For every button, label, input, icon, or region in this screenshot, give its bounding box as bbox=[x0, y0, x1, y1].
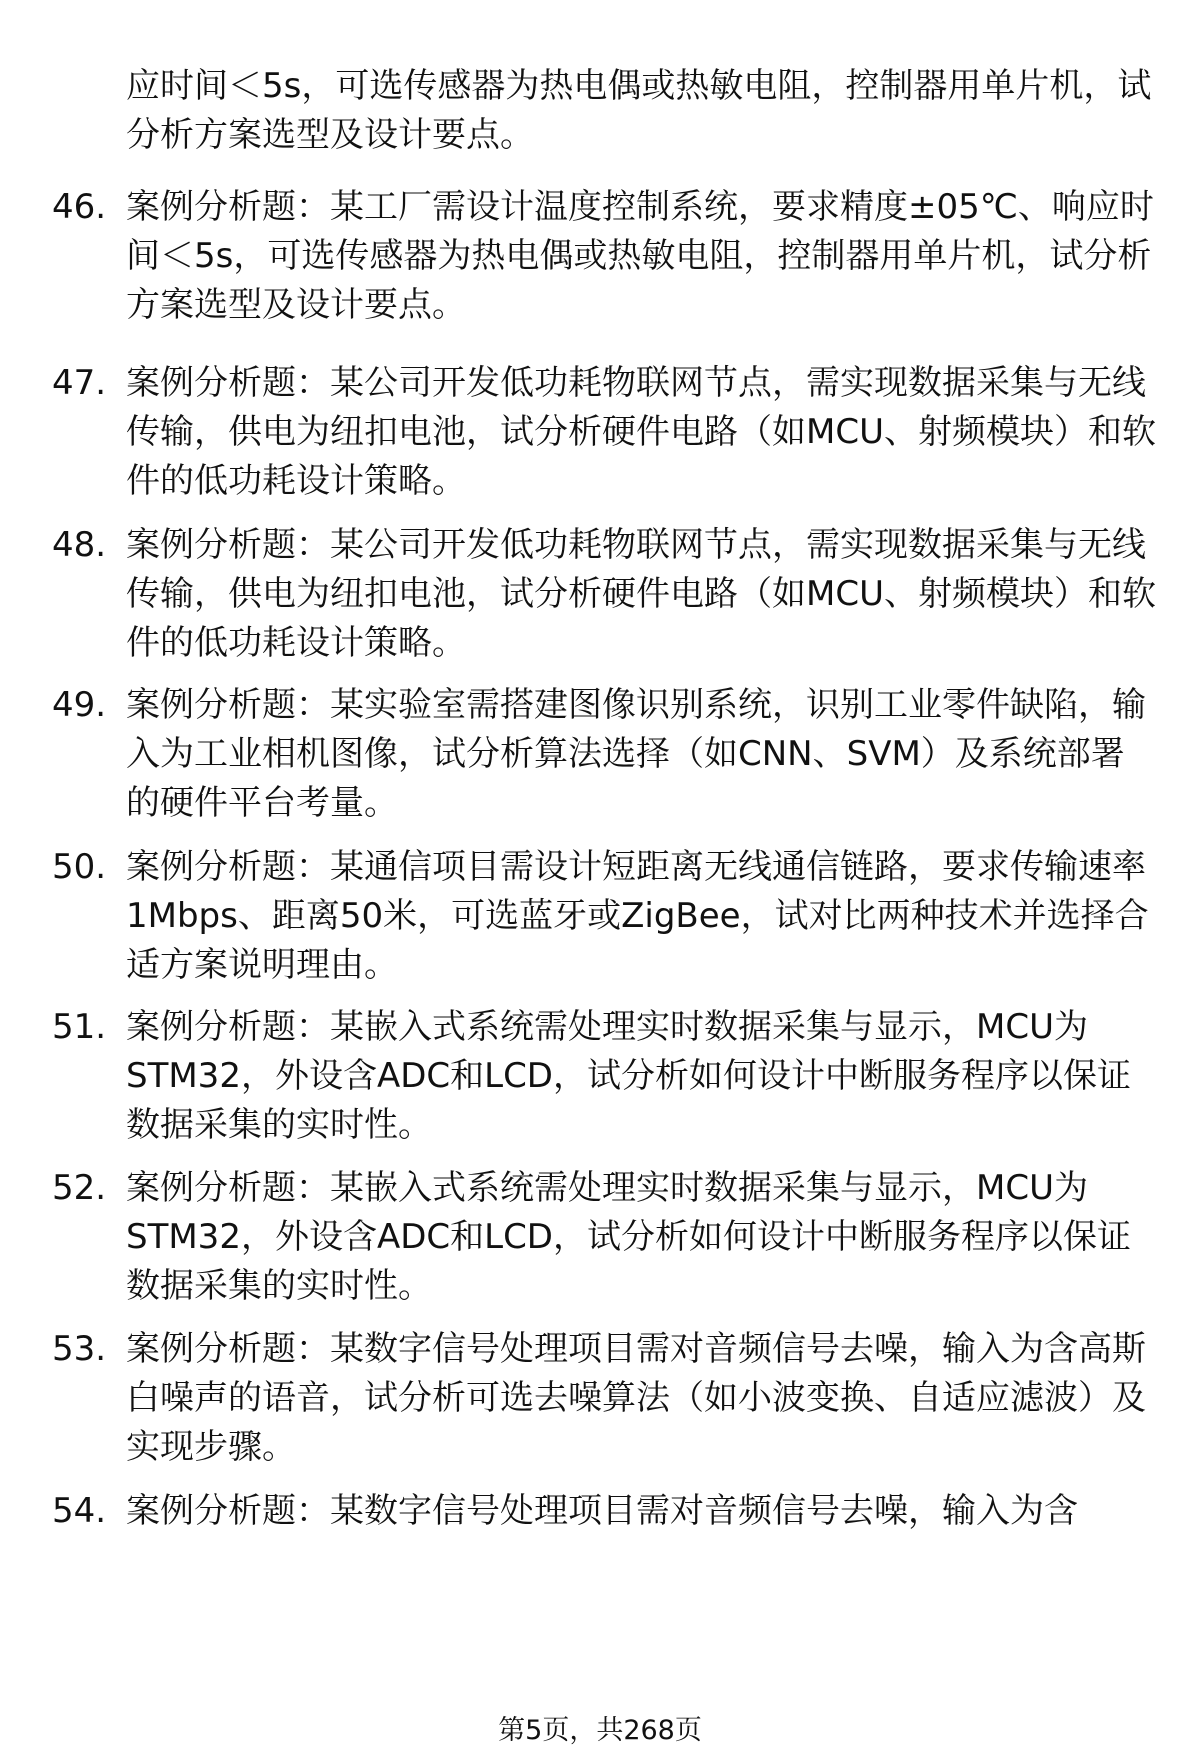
question-number: 53. bbox=[52, 1329, 107, 1369]
page-footer: 第5页，共268页 bbox=[498, 1715, 702, 1746]
question-text: 案例分析题：某嵌入式系统需处理实时数据采集与显示，MCU为STM32，外设含ADC和LCD，试分析如何设计中断服务程序以保证数据采集的实时性。 bbox=[126, 1168, 1131, 1306]
question-number: 47. bbox=[52, 363, 107, 403]
question-number: 54. bbox=[52, 1491, 107, 1531]
question-text: 案例分析题：某通信项目需设计短距离无线通信链路，要求传输速率1Mbps、距离50米，可选蓝牙或ZigBee，试对比两种技术并选择合适方案说明理由。 bbox=[126, 847, 1149, 985]
question-number: 46. bbox=[52, 187, 107, 227]
question-text: 案例分析题：某实验室需搭建图像识别系统，识别工业零件缺陷，输入为工业相机图像，试分析算法选择（如CNN、SVM）及系统部署的硬件平台考量。 bbox=[126, 685, 1146, 823]
question-text: 案例分析题：某数字信号处理项目需对音频信号去噪，输入为含 bbox=[126, 1491, 1078, 1531]
question-text: 案例分析题：某工厂需设计温度控制系统，要求精度±05℃、响应时间＜5s，可选传感器为热电偶或热敏电阻，控制器用单片机，试分析方案选型及设计要点。 bbox=[126, 187, 1154, 325]
question-text: 案例分析题：某数字信号处理项目需对音频信号去噪，输入为含高斯白噪声的语音，试分析可选去噪算法（如小波变换、自适应滤波）及实现步骤。 bbox=[126, 1329, 1146, 1467]
question-text: 案例分析题：某嵌入式系统需处理实时数据采集与显示，MCU为STM32，外设含ADC和LCD，试分析如何设计中断服务程序以保证数据采集的实时性。 bbox=[126, 1007, 1131, 1145]
question-number: 48. bbox=[52, 525, 107, 565]
question-number: 52. bbox=[52, 1168, 107, 1208]
continued-question-text: 应时间＜5s，可选传感器为热电偶或热敏电阻，控制器用单片机，试分析方案选型及设计要点。 bbox=[126, 66, 1152, 155]
question-text: 案例分析题：某公司开发低功耗物联网节点，需实现数据采集与无线传输，供电为纽扣电池，试分析硬件电路（如MCU、射频模块）和软件的低功耗设计策略。 bbox=[126, 363, 1156, 501]
question-number: 51. bbox=[52, 1007, 107, 1047]
question-number: 49. bbox=[52, 685, 107, 725]
question-text: 案例分析题：某公司开发低功耗物联网节点，需实现数据采集与无线传输，供电为纽扣电池，试分析硬件电路（如MCU、射频模块）和软件的低功耗设计策略。 bbox=[126, 525, 1156, 663]
question-number: 50. bbox=[52, 847, 107, 887]
